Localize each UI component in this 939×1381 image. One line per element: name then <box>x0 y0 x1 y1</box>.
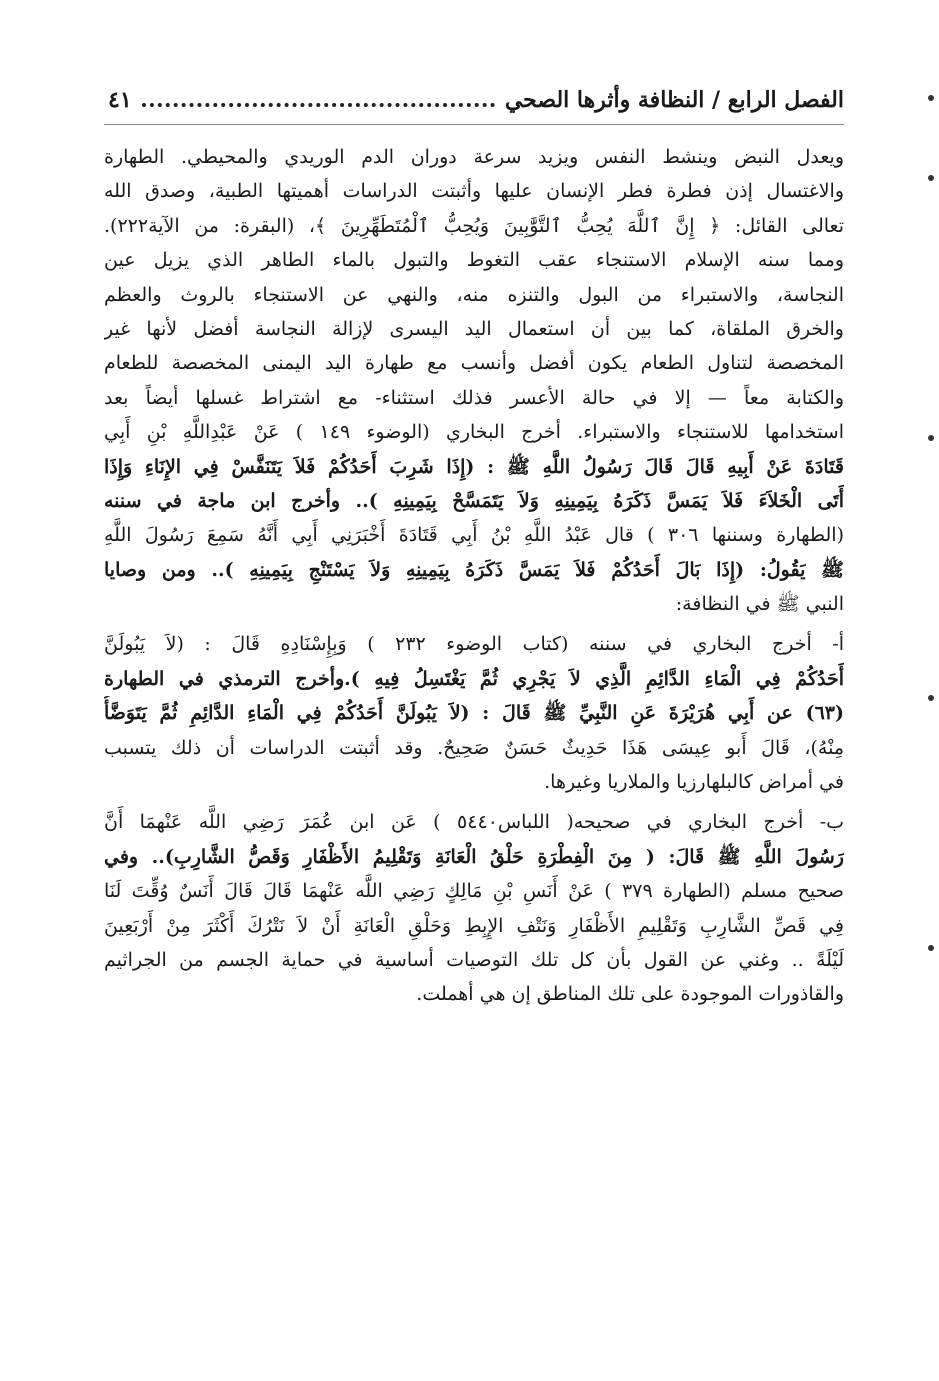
text-line: والكتابة معاً — إلا في حالة الأعسر فذلك استثناء- مع اشتراط غسلها أيضاً بعد <box>104 386 844 409</box>
paragraph-2 <box>104 627 844 799</box>
text-line: النبي ﷺ في النظافة: <box>675 593 844 616</box>
text-line: أ- أخرج البخاري في سننه (كتاب الوضوء ٢٣٢ ) وَبِإِسْنَادِهِ قَالَ : (لاَ يَبُولَنَّ <box>104 633 844 656</box>
text-line: تعالى القائل: ﴿ إِنَّ ٱللَّهَ يُحِبُّ ٱلتَّوَّٰبِينَ وَيُحِبُّ ٱلْمُتَطَهِّرِينَ ﴾، (البقرة: من الآية٢٢٢). <box>104 214 844 237</box>
text-line: صحيح مسلم (الطهارة ٣٧٩ ) عَنْ أَنَسِ بْنِ مَالِكٍ رَضِي اللَّه عَنْهمَا قَالَ قَالَ أَنَسٌ وُقِّتَ لَنَا <box>104 880 844 903</box>
text-line: قَتَادَةَ عَنْ أَبِيهِ قَالَ قَالَ رَسُولُ اللَّهِ ﷺ : (إِذَا شَرِبَ أَحَدُكُمْ فَلاَ يَتَنَفَّسْ فِي الإِنَاءِ وَإِذَا <box>104 455 844 478</box>
text-line: فِي قَصِّ الشَّارِبِ وَتَقْلِيمِ الأَظْفَارِ وَنَتْفِ الإِبِطِ وَحَلْقِ الْعَانَةِ أَنْ لاَ نَتْرُكَ أَكْثَرَ مِنْ أَرْبَعِينَ <box>104 914 844 937</box>
text-line: في أمراض كالبلهارزيا والملاريا وغيرها. <box>544 771 844 794</box>
text-line: والقاذورات الموجودة على تلك المناطق إن هي أهملت. <box>416 983 844 1006</box>
paragraph-3 <box>104 805 844 1011</box>
margin-mark <box>928 95 934 101</box>
text-line: ﷺ يَقُولُ: (إِذَا بَالَ أَحَدُكُمْ فَلاَ يَمَسَّ ذَكَرَهُ بِيَمِينِهِ وَلاَ يَسْتَنْجِ بِيَمِينِهِ ).. ومن وصايا <box>104 558 844 581</box>
margin-mark <box>928 945 934 951</box>
text-line: لَيْلَةً .. وغني عن القول بأن كل تلك التوصيات أساسية في حماية الجسم من الجراثيم <box>104 948 844 971</box>
running-header <box>108 80 844 120</box>
text-line: (الطهارة وسننها ٣٠٦ ) قال عَبْدُ اللَّهِ بْنُ أَبِي قَتَادَةَ أَخْبَرَنِي أَبِي أَنَّهُ سَمِعَ رَسُولَ اللَّهِ <box>104 524 844 547</box>
page-number: ٤١ <box>108 87 132 113</box>
text-line: والاغتسال إذن فطرة فطر الإنسان عليها وأثبتت الدراسات أهميتها الطبية، وصدق الله <box>104 180 844 203</box>
text-line: ب- أخرج البخاري في صحيحه( اللباس٥٤٤٠ ) عَن ابن عُمَرَ رَضِي اللَّه عَنْهمَا أَنَّ <box>104 811 844 834</box>
text-line: والخرق الملقاة، كما بين أن استعمال اليد اليسرى لإزالة النجاسة أفضل لأنها غير <box>104 317 844 340</box>
paragraph-1 <box>104 140 844 621</box>
text-line: (٦٣) عن أَبِي هُرَيْرَةَ عَنِ النَّبِيِّ ﷺ قَالَ : (لاَ يَبُولَنَّ أَحَدُكُمْ فِي الْمَاءِ الدَّائِمِ ثُمَّ يَتَوَضَّأُ <box>104 702 844 725</box>
header-dot-leader <box>142 103 495 107</box>
margin-mark <box>928 175 934 181</box>
text-line: ومما سنه الإسلام الاستنجاء عقب التغوط والتبول بالماء الطاهر الذي يزيل عين <box>104 249 844 272</box>
text-line: المخصصة لتناول الطعام يكون أفضل وأنسب مع طهارة اليد اليمنى المخصصة للطعام <box>104 352 844 375</box>
text-line: مِنْهُ)، قَالَ أَبو عِيسَى هَذَا حَدِيثٌ حَسَنٌ صَحِيحٌ. وقد أثبتت الدراسات أن ذلك يتسبب <box>104 736 844 759</box>
text-line: النجاسة، والاستبراء من البول والتنزه منه، والنهي عن الاستنجاء بالروث والعظم <box>104 283 844 306</box>
text-line: استخدامها للاستنجاء والاستبراء. أخرج البخاري (الوضوء ١٤٩ ) عَنْ عَبْدِاللَّهِ بْنِ أَبِي <box>104 421 844 444</box>
text-line: رَسُولَ اللَّهِ ﷺ قَالَ: ( مِنَ الْفِطْرَةِ حَلْقُ الْعَانَةِ وَتَقْلِيمُ الأَظْفَارِ وَقَصُّ الشَّارِبِ).. وفي <box>104 845 844 868</box>
chapter-title: الفصل الرابع / النظافة وأثرها الصحي <box>504 87 844 113</box>
margin-mark <box>928 435 934 441</box>
header-rule <box>104 124 844 125</box>
margin-mark <box>928 695 934 701</box>
text-line: ويعدل النبض وينشط النفس ويزيد سرعة دوران الدم الوريدي والمحيطي. الطهارة <box>104 146 844 168</box>
text-line: أَتَى الْخَلاَءَ فَلاَ يَمَسَّ ذَكَرَهُ بِيَمِينِهِ وَلاَ يَتَمَسَّحْ بِيَمِينِهِ ).. وأخرج ابن ماجة في سننه <box>104 489 844 512</box>
body-text <box>104 140 844 1012</box>
text-line: أَحَدُكُمْ فِي الْمَاءِ الدَّائِمِ الَّذِي لاَ يَجْرِي ثُمَّ يَغْتَسِلُ فِيهِ ).وأخرج الترمذي في الطهارة <box>104 667 844 690</box>
